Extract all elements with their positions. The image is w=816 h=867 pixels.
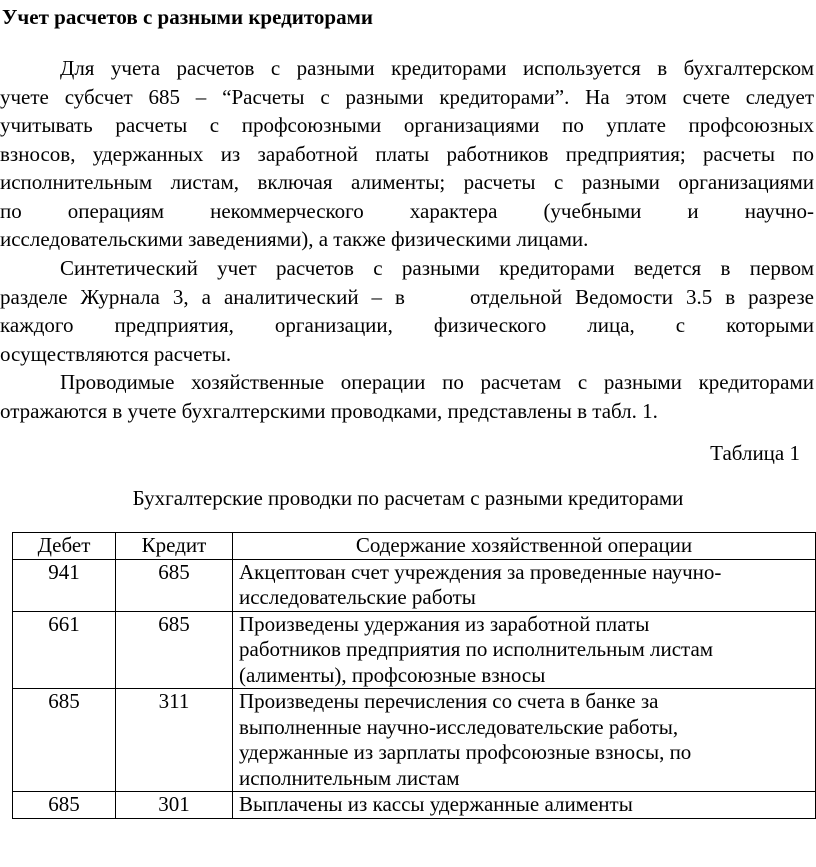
description-line: Выплачены из кассы удержанные алименты: [239, 792, 633, 816]
table-row: [13, 792, 816, 819]
text-line: отражаются в учете бухгалтерскими проводками, представлены в табл. 1.: [0, 398, 658, 423]
cell-debit: 661: [13, 611, 116, 689]
entries-table: [12, 532, 816, 819]
text-line: исследовательскими заведениями), а также физическими лицами.: [0, 227, 589, 251]
description-line: удержанные из зарплаты профсоюзные взносы, по: [239, 740, 692, 764]
header-credit: Кредит: [116, 533, 233, 560]
cell-debit: 941: [13, 559, 116, 611]
cell-credit: 311: [116, 689, 233, 792]
description-line: исследовательские работы: [239, 585, 476, 609]
text-line: учете субсчет 685 – “Расчеты с разными кредиторами”. На этом счете следует: [0, 84, 814, 109]
text-line: разделе Журнала 3, а аналитический – в отдельной Ведомости 3.5 в разрезе: [0, 284, 814, 309]
cell-credit: 685: [116, 611, 233, 689]
cell-debit: 685: [13, 792, 116, 819]
cell-description: [233, 611, 816, 689]
cell-credit: 685: [116, 559, 233, 611]
text-line: учитывать расчеты с профсоюзными организациями по уплате профсоюзных: [0, 113, 814, 137]
description-line: Акцептован счет учреждения за проведенные научно-: [239, 559, 722, 584]
text-line: исполнительным листам, включая алименты; расчеты с разными организациями: [0, 170, 814, 194]
table-row: [13, 611, 816, 689]
description-line: Произведены перечисления со счета в банке за: [239, 689, 659, 713]
header-description: Содержание хозяйственной операции: [233, 533, 816, 560]
text-line: каждого предприятия, организации, физического лица, с которыми: [0, 313, 814, 337]
cell-description: [233, 792, 816, 819]
description-line: выполненные научно-исследовательские работы,: [239, 714, 679, 739]
text-line: Для учета расчетов с разными кредиторами используется в бухгалтерском: [60, 56, 814, 80]
text-line: по операциям некоммерческого характера (учебными и научно-: [0, 198, 814, 223]
description-line: (алименты), профсоюзные взносы: [239, 662, 546, 687]
table-row: [13, 689, 816, 792]
paragraph-2: [0, 254, 814, 368]
text-line: Проводимые хозяйственные операции по расчетам с разными кредиторами: [60, 370, 814, 394]
cell-description: [233, 689, 816, 792]
table-title: Бухгалтерские проводки по расчетам с разными кредиторами: [132, 486, 684, 510]
text-line: осуществляются расчеты.: [0, 341, 232, 366]
table-row: [13, 559, 816, 611]
text-line: Синтетический учет расчетов с разными кредиторами ведется в первом: [60, 256, 814, 280]
table-number: Таблица 1: [710, 441, 800, 465]
cell-debit: 685: [13, 689, 116, 792]
description-line: исполнительным листам: [239, 765, 460, 790]
cell-description: [233, 559, 816, 611]
text-line: взносов, удержанных из заработной платы работников предприятия; расчеты по: [0, 141, 814, 166]
paragraph-1: [0, 54, 814, 254]
table-header-row: [13, 533, 816, 560]
header-debit: Дебет: [13, 533, 116, 560]
description-line: Произведены удержания из заработной платы: [239, 611, 650, 636]
description-line: работников предприятия по исполнительным листам: [239, 637, 714, 661]
paragraph-3: [0, 368, 814, 425]
section-heading: Учет расчетов с разными кредиторами: [2, 5, 373, 29]
cell-credit: 301: [116, 792, 233, 819]
